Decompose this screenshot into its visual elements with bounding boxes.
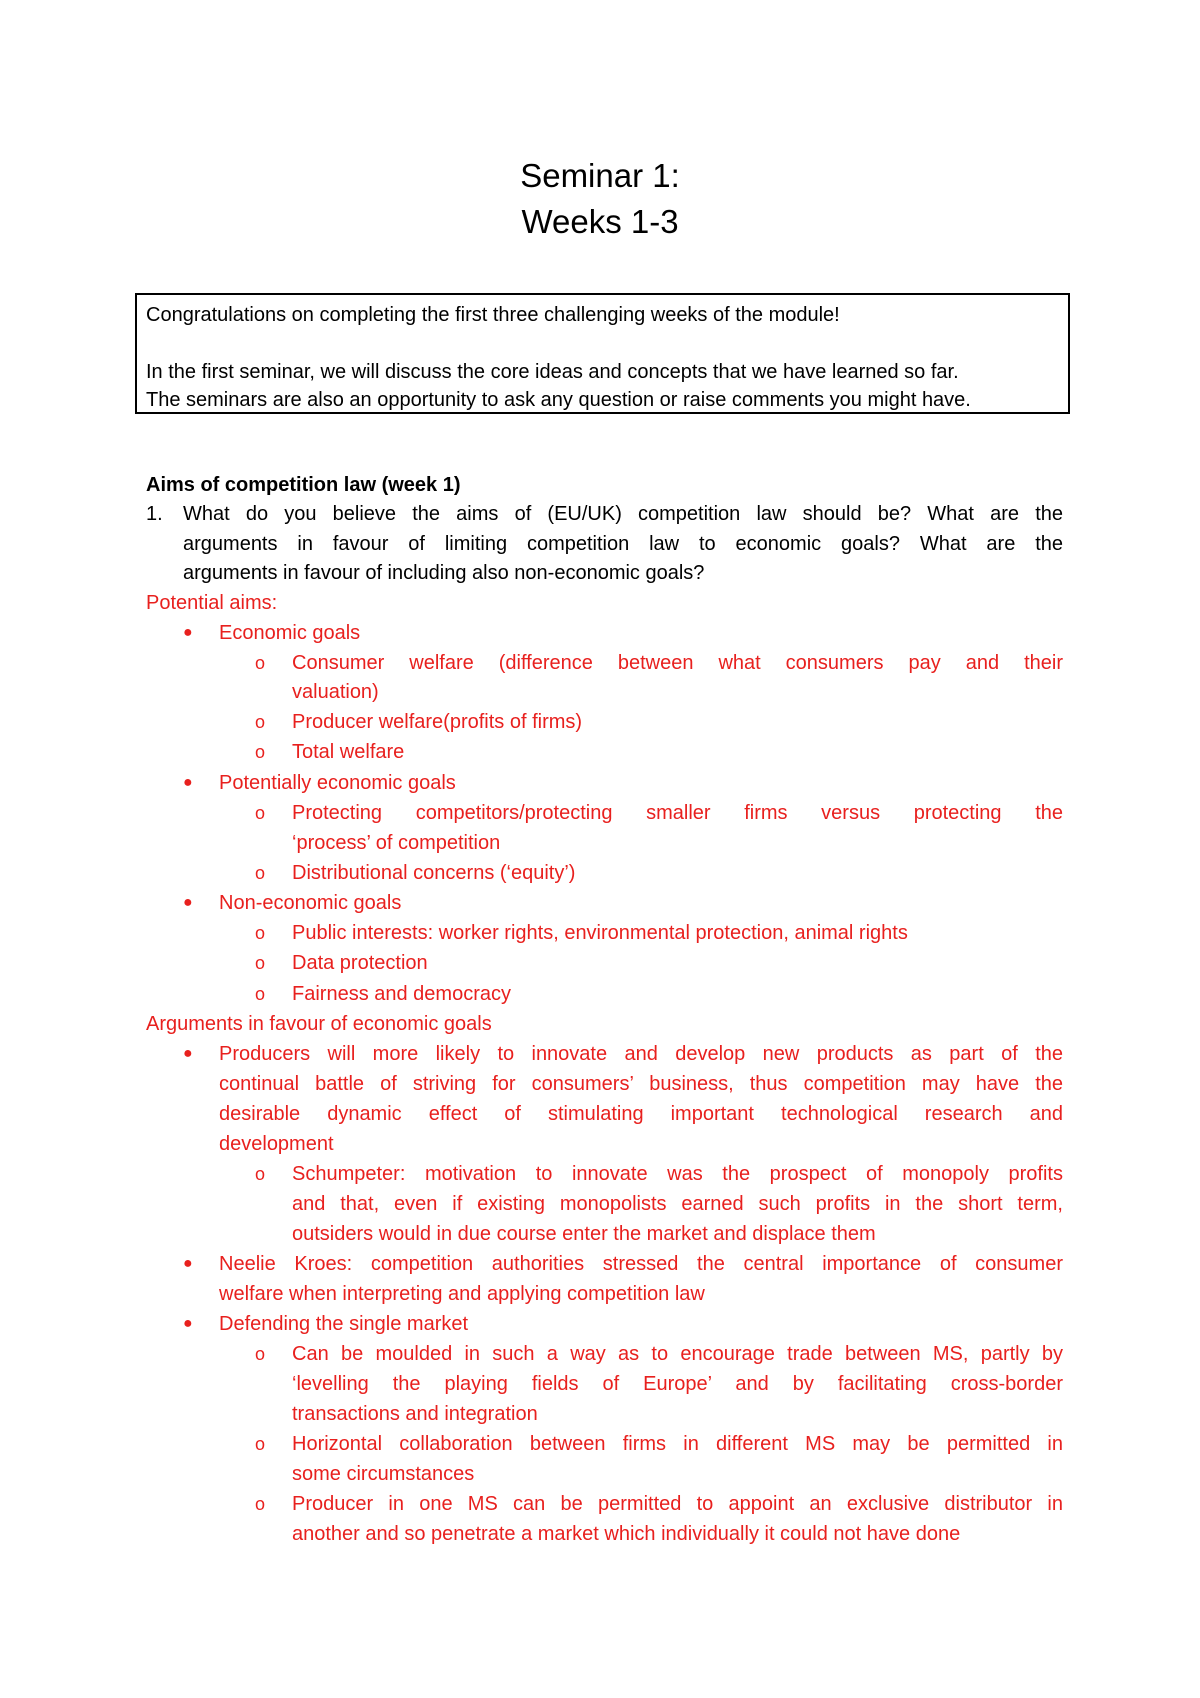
list-item: transactions and integration [292, 1403, 538, 1425]
list-item: ‘process’ of competition [292, 832, 501, 854]
list-item: welfare when interpreting and applying competition law [219, 1283, 705, 1305]
list-item: Distributional concerns (‘equity’) [292, 862, 576, 884]
list-item: Schumpeter: motivation to innovate was the prospect of monopoly profits [292, 1163, 1063, 1185]
list-item: Defending the single market [219, 1313, 469, 1335]
list-item: desirable dynamic effect of stimulating important technological research and [219, 1103, 1063, 1125]
list-item: and that, even if existing monopolists earned such profits in the short term, [292, 1193, 1063, 1215]
intro-line-3: The seminars are also an opportunity to ask any question or raise comments you might have. [146, 389, 971, 411]
list-item: Can be moulded in such a way as to encourage trade between MS, partly by [292, 1343, 1063, 1365]
bullet-marker: ● [183, 1045, 193, 1062]
bullet-marker: ● [183, 1315, 193, 1332]
list-item: Total welfare [292, 741, 405, 763]
question-number: 1. [146, 503, 163, 525]
list-item: ‘levelling the playing fields of Europe’ and by facilitating cross-border [292, 1373, 1063, 1395]
sub-bullet-marker: o [255, 923, 266, 943]
list-item: Public interests: worker rights, environmental protection, animal rights [292, 922, 908, 944]
bullet-marker: ● [183, 894, 193, 911]
sub-bullet-marker: o [255, 953, 266, 973]
sub-bullet-marker: o [255, 712, 266, 732]
sub-bullet-marker: o [255, 1494, 266, 1514]
sub-bullet-marker: o [255, 1164, 266, 1184]
bullet-marker: ● [183, 1255, 193, 1272]
sub-bullet-marker: o [255, 1344, 266, 1364]
list-item: Data protection [292, 952, 428, 974]
section-heading: Aims of competition law (week 1) [146, 474, 461, 496]
list-item: Neelie Kroes: competition authorities stressed the central importance of consumer [219, 1253, 1063, 1275]
list-item: Potentially economic goals [219, 772, 456, 794]
intro-box [135, 293, 1070, 414]
list-item: development [219, 1133, 334, 1155]
list-item: Producer in one MS can be permitted to appoint an exclusive distributor in [292, 1493, 1063, 1515]
page-title-line1: Seminar 1: [520, 157, 680, 194]
sub-bullet-marker: o [255, 742, 266, 762]
list-item: Economic goals [219, 622, 361, 644]
arguments-heading: Arguments in favour of economic goals [146, 1013, 492, 1035]
sub-bullet-marker: o [255, 863, 266, 883]
list-item: another and so penetrate a market which individually it could not have done [292, 1523, 961, 1545]
list-item: Producer welfare(profits of firms) [292, 711, 583, 733]
sub-bullet-marker: o [255, 653, 266, 673]
sub-bullet-marker: o [255, 803, 266, 823]
question-line-1: What do you believe the aims of (EU/UK) competition law should be? What are the [183, 503, 1063, 525]
list-item: some circumstances [292, 1463, 475, 1485]
bullet-marker: ● [183, 774, 193, 791]
bullet-marker: ● [183, 624, 193, 641]
list-item: Producers will more likely to innovate and develop new products as part of the [219, 1043, 1063, 1065]
question-line-2: arguments in favour of limiting competition law to economic goals? What are the [183, 533, 1063, 555]
sub-bullet-marker: o [255, 984, 266, 1004]
list-item: Non-economic goals [219, 892, 402, 914]
page-title-line2: Weeks 1-3 [521, 203, 679, 240]
potential-aims-heading: Potential aims: [146, 592, 278, 614]
intro-line-2: In the first seminar, we will discuss the core ideas and concepts that we have learned so far. [146, 361, 959, 383]
list-item: outsiders would in due course enter the market and displace them [292, 1223, 876, 1245]
sub-bullet-marker: o [255, 1434, 266, 1454]
intro-line-1: Congratulations on completing the first three challenging weeks of the module! [146, 304, 840, 326]
list-item: Fairness and democracy [292, 983, 511, 1005]
question-line-3: arguments in favour of including also non-economic goals? [183, 562, 705, 584]
list-item: Horizontal collaboration between firms in different MS may be permitted in [292, 1433, 1063, 1455]
list-item: valuation) [292, 681, 379, 703]
list-item: Consumer welfare (difference between what consumers pay and their [292, 652, 1063, 674]
list-item: Protecting competitors/protecting smaller firms versus protecting the [292, 802, 1063, 824]
list-item: continual battle of striving for consumers’ business, thus competition may have the [219, 1073, 1063, 1095]
